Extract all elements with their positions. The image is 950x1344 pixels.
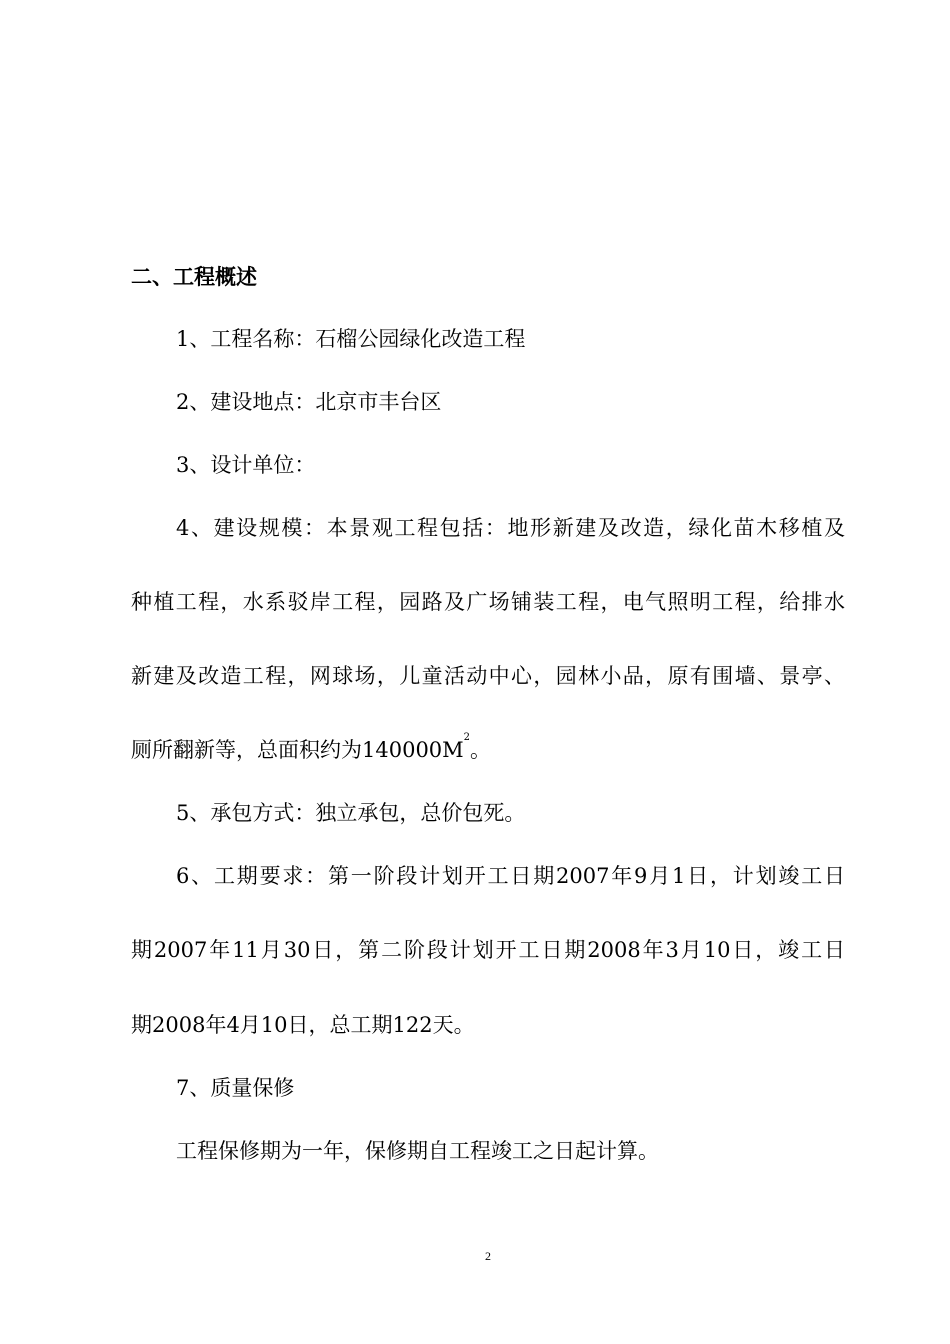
item-quality-warranty: 7、质量保修 [176, 1076, 295, 1100]
item-scale-area-superscript: 2 [463, 732, 471, 743]
item-project-name: 1、工程名称：石榴公园绿化改造工程 [176, 327, 526, 351]
item-contract-method: 5、承包方式：独立承包，总价包死。 [176, 801, 526, 825]
item-warranty-body: 工程保修期为一年，保修期自工程竣工之日起计算。 [176, 1139, 659, 1163]
section-title: 二、工程概述 [131, 265, 257, 289]
item-scale-line-1: 4、建设规模：本景观工程包括：地形新建及改造，绿化苗木移植及 [176, 516, 845, 540]
item-schedule-line-1: 6、工期要求：第一阶段计划开工日期2007年9月1日，计划竣工日 [176, 864, 845, 888]
item-design-unit: 3、设计单位： [176, 453, 316, 477]
page-number: 2 [485, 1249, 491, 1263]
item-scale-line-2: 种植工程，水系驳岸工程，园路及广场铺装工程，电气照明工程，给排水 [131, 590, 845, 614]
item-scale-area-end: 。 [470, 738, 492, 762]
item-location: 2、建设地点：北京市丰台区 [176, 390, 442, 414]
item-schedule-line-2: 期2007年11月30日，第二阶段计划开工日期2008年3月10日，竣工日 [131, 938, 845, 962]
item-scale-line-3: 新建及改造工程，网球场，儿童活动中心，园林小品，原有围墙、景亭、 [131, 664, 845, 688]
item-schedule-line-3: 期2008年4月10日，总工期122天。 [131, 1013, 475, 1037]
item-scale-area-text: 厕所翻新等，总面积约为140000M [131, 738, 464, 762]
item-scale-line-4 [131, 732, 492, 765]
